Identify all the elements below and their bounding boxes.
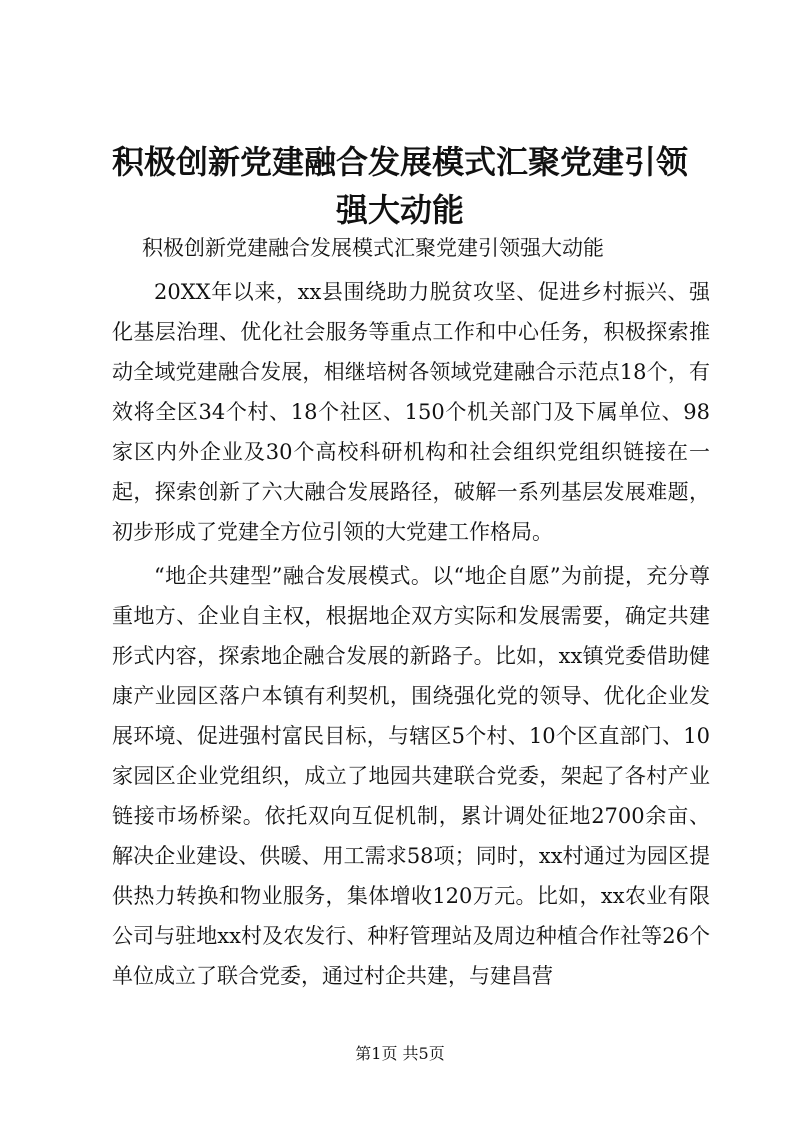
document-body [112, 228, 710, 996]
intro-paragraph: 20XX年以来，xx县围绕助力脱贫攻坚、促进乡村振兴、强化基层治理、优化社会服务等重点工作和中心任务，积极探索推动全域党建融合发展，相继培树各领域党建融合示范点18个，有效将全区34个村、18个社区、150个机关部门及下属单位、98家区内外企业及30个高校科研机构和社会组织党组织链接在一起，探索创新了六大融合发展路径，破解一系列基层发展难题，初步形成了党建全方位引领的大党建工作格局。 [112, 280, 710, 544]
subtitle-paragraph: 积极创新党建融合发展模式汇聚党建引领强大动能 [142, 236, 604, 260]
document-title: 积极创新党建融合发展模式汇聚党建引领强大动能 [111, 143, 688, 229]
body-paragraph: “地企共建型”融合发展模式。以“地企自愿”为前提，充分尊重地方、企业自主权，根据地企双方实际和发展需要，确定共建形式内容，探索地企融合发展的新路子。比如，xx镇党委借助健康产业园区落户本镇有利契机，围绕强化党的领导、优化企业发展环境、促进强村富民目标，与辖区5个村、10个区直部门、10家园区企业党组织，成立了地园共建联合党委，架起了各村产业链接市场桥梁。依托双向互促机制，累计调处征地2700余亩、解决企业建设、供暖、用工需求58项；同时，xx村通过为园区提供热力转换和物业服务，集体增收120万元。比如，xx农业有限公司与驻地xx村及农发行、种籽管理站及周边种植合作社等26个单位成立了联合党委，通过村企共建，与建昌营 [112, 564, 710, 988]
page-number-footer: 第1页 共5页 [355, 1044, 445, 1063]
